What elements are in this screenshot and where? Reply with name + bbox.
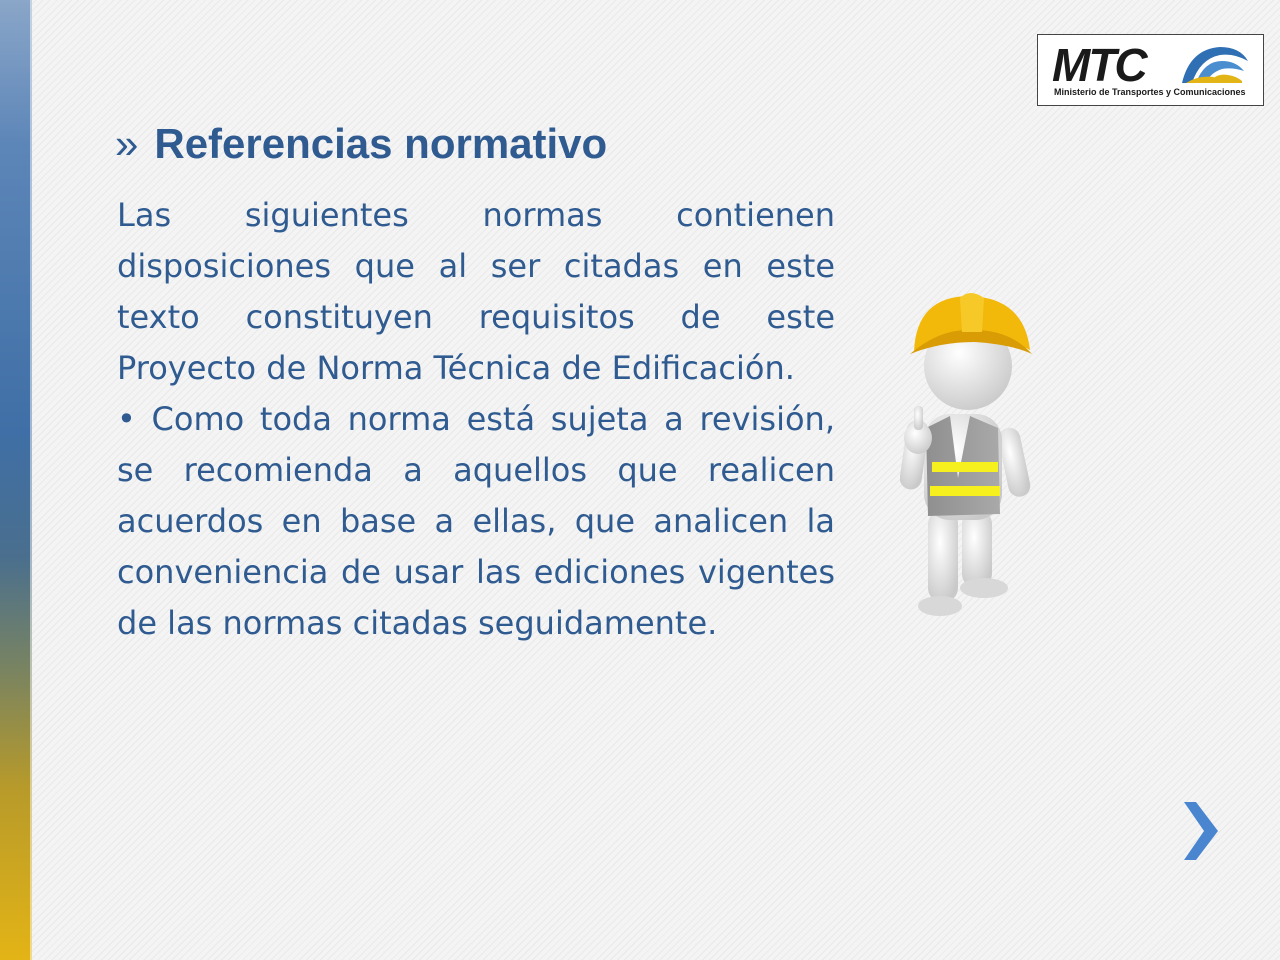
body-paragraph-2: • Como toda norma está sujeta a revisión, se recomienda a aquellos que realicen acuerdos en base a ellas, que analicen la conveniencia de usar las ediciones vigentes de las normas citadas seguidamente. bbox=[117, 400, 835, 642]
next-slide-button[interactable] bbox=[1176, 796, 1226, 866]
chevron-right-icon bbox=[1176, 796, 1226, 866]
mtc-logo bbox=[1037, 34, 1264, 106]
slide-body bbox=[117, 190, 835, 649]
decorative-side-bar bbox=[0, 0, 32, 960]
worker-figure-illustration bbox=[900, 288, 1080, 628]
body-paragraph-1: Las siguientes normas contienen disposiciones que al ser citadas en este texto constituyen requisitos de este Proyecto de Norma Técnica de Edificación. bbox=[117, 196, 835, 387]
title-bullet: » bbox=[115, 120, 139, 167]
logo-wordmark: MTC bbox=[1052, 39, 1146, 91]
logo-swoosh-icon bbox=[1176, 41, 1252, 85]
title-text: Referencias normativo bbox=[154, 120, 608, 167]
slide-title bbox=[115, 118, 607, 170]
logo-subtitle: Ministerio de Transportes y Comunicaciones bbox=[1054, 87, 1246, 97]
